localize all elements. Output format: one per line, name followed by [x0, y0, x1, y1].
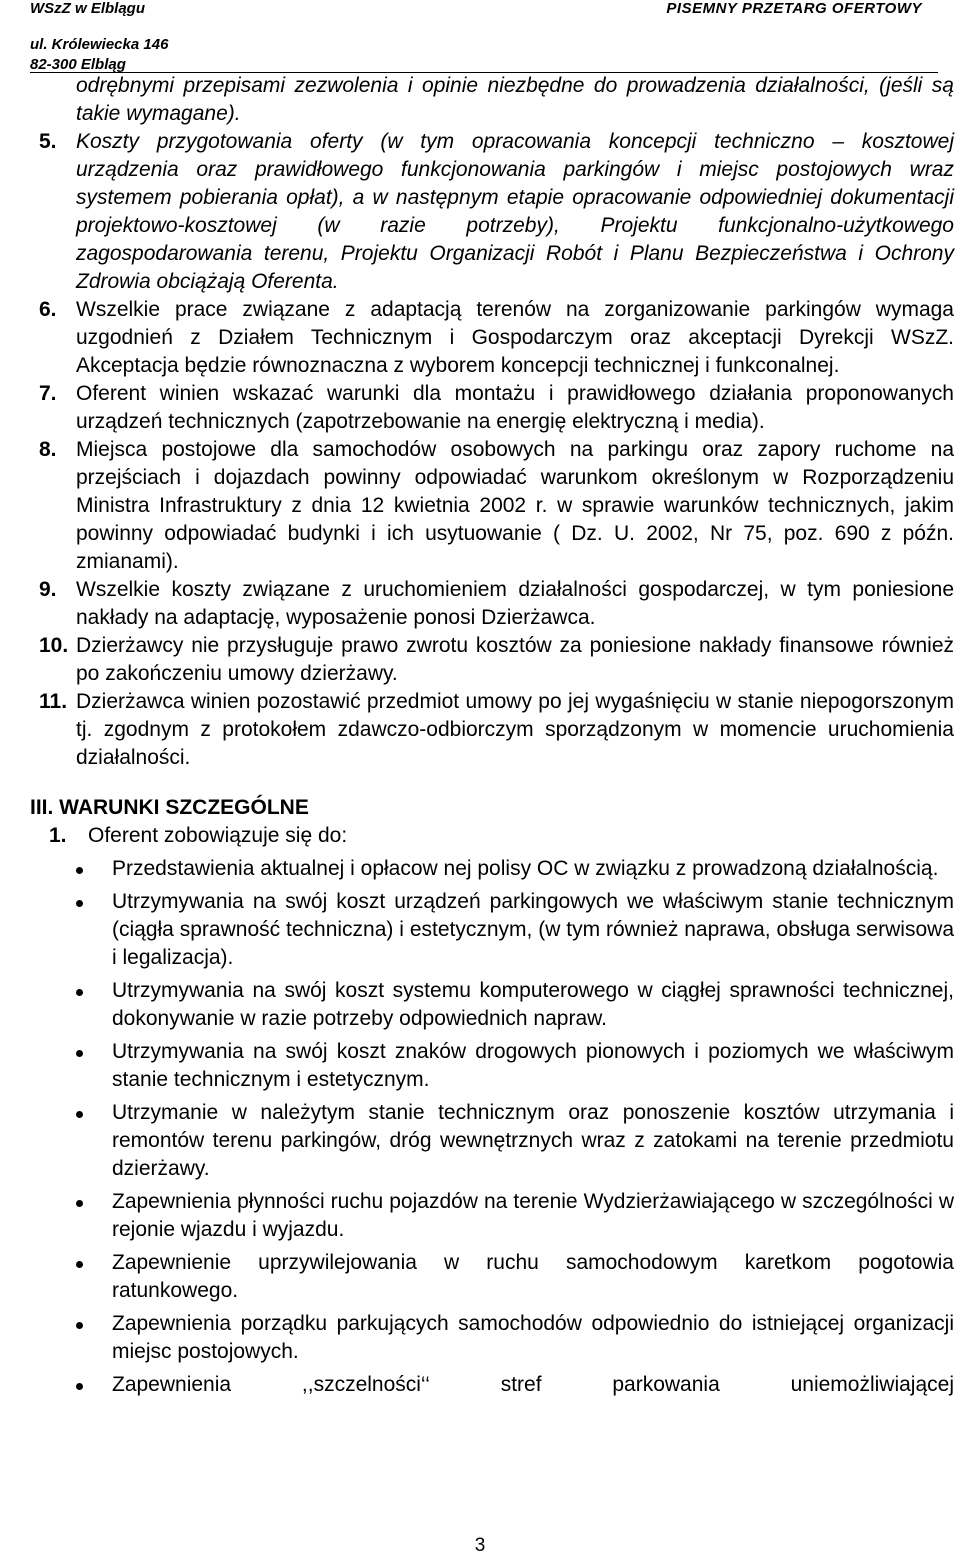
- bullet-item: [0, 1099, 960, 1183]
- bullet-text: Zapewnienia porządku parkujących samochodów odpowiednio do istniejącej organizacji miejsc postojowych.: [112, 1312, 954, 1363]
- header-document-title: PISEMNY PRZETARG OFERTOWY: [666, 0, 922, 17]
- bullet-text: Utrzymywania na swój koszt znaków drogowych pionowych i poziomych we właściwym stanie technicznym i estetycznym.: [112, 1040, 954, 1091]
- item-number: 7.: [39, 382, 57, 405]
- bullet-icon: [76, 1322, 83, 1329]
- bullet-text: Zapewnienia płynności ruchu pojazdów na terenie Wydzierżawiającego w szczególności w rejonie wjazdu i wyjazdu.: [112, 1190, 954, 1241]
- bullet-item: [0, 888, 960, 972]
- bullet-icon: [76, 1200, 83, 1207]
- bullet-icon: [76, 1050, 83, 1057]
- bullet-item: [0, 855, 960, 883]
- numbered-item-11: [0, 688, 960, 772]
- item-text: Oferent winien wskazać warunki dla montażu i prawidłowego działania proponowanych urządzeń technicznych (zapotrzebowanie na energię elektryczną i media).: [76, 382, 954, 433]
- numbered-item-9: [0, 576, 960, 632]
- bullet-text: Utrzymywania na swój koszt systemu komputerowego w ciągłej sprawności technicznej, dokonywanie w razie potrzeby odpowiednich napraw.: [112, 979, 954, 1030]
- bullet-item: [0, 1310, 960, 1366]
- continued-paragraph: odrębnymi przepisami zezwolenia i opinie niezbędne do prowadzenia działalności, (jeśli są takie wymagane).: [76, 74, 954, 125]
- item-number: 11.: [39, 690, 68, 713]
- item-number: 6.: [39, 298, 57, 321]
- numbered-item-10: [0, 632, 960, 688]
- bullet-item: [0, 1038, 960, 1094]
- item-number: 8.: [39, 438, 57, 461]
- item-number: 5.: [39, 130, 57, 153]
- header-organization: WSzZ w Elblągu: [30, 0, 145, 17]
- document-body: [0, 72, 960, 1399]
- bullet-item: [0, 1188, 960, 1244]
- bullet-text: Utrzymywania na swój koszt urządzeń parkingowych we właściwym stanie technicznym (ciągła sprawność techniczna) i estetycznym, (w tym również naprawa, obsługa serwisowa i legalizacja).: [112, 890, 954, 969]
- sub-item-number: 1.: [49, 824, 67, 847]
- numbered-item-7: [0, 380, 960, 436]
- bullet-text: Zapewnienia ,,szczelności‘‘ stref parkowania uniemożliwiającej: [112, 1373, 954, 1396]
- bullet-icon: [76, 989, 83, 996]
- bullet-icon: [76, 1383, 83, 1390]
- item-text: Dzierżawcy nie przysługuje prawo zwrotu kosztów za poniesione nakłady finansowe również po zakończeniu umowy dzierżawy.: [76, 634, 954, 685]
- bullet-item: [0, 977, 960, 1033]
- item-number: 10.: [39, 634, 69, 657]
- item-text: Miejsca postojowe dla samochodów osobowych na parkingu oraz zapory ruchome na przejściach i dojazdach powinny odpowiadać warunkom określonym w Rozporządzeniu Ministra Infrastruktury z dnia 12 kwietnia 2002 r. w sprawie warunków technicznych, jakim powinny odpowiadać budynki i ich usytuowanie ( Dz. U. 2002, Nr 75, poz. 690 z późn. zmianami).: [76, 438, 954, 573]
- bullet-text: Zapewnienie uprzywilejowania w ruchu samochodowym karetkom pogotowia ratunkowego.: [112, 1251, 954, 1302]
- item-text: Koszty przygotowania oferty (w tym opracowania koncepcji techniczno – kosztowej urządzenia oraz prawidłowego funkcjonowania parkingów i miejsc postojowych wraz systemem pobierania opłat), a w następnym etapie opracowanie odpowiedniej dokumentacji projektowo-kosztowej (w razie potrzeby), Projektu funkcjonalno-użytkowego zagospodarowania terenu, Projektu Organizacji Robót i Planu Bezpieczeństwa i Ochrony Zdrowia obciążają Oferenta.: [76, 130, 954, 293]
- bullet-icon: [76, 1261, 83, 1268]
- bullet-icon: [76, 867, 83, 874]
- bullet-item: [0, 1249, 960, 1305]
- sub-item-text: Oferent zobowiązuje się do:: [88, 824, 348, 847]
- item-number: 9.: [39, 578, 57, 601]
- item-text: Dzierżawca winien pozostawić przedmiot umowy po jej wygaśnięciu w stanie niepogorszonym tj. zgodnym z protokołem zdawczo-odbiorczym sporządzonym w momencie uruchomienia działalności.: [76, 690, 954, 769]
- numbered-item-5: [0, 128, 960, 296]
- bullet-text: Przedstawienia aktualnej i opłacow nej polisy OC w związku z prowadzoną działalnością.: [112, 857, 939, 880]
- item-text: Wszelkie koszty związane z uruchomieniem działalności gospodarczej, w tym poniesione nakłady na adaptację, wyposażenie ponosi Dzierżawca.: [76, 578, 954, 629]
- sub-item-1: [0, 822, 960, 850]
- numbered-item-8: [0, 436, 960, 576]
- bullet-text: Utrzymanie w należytym stanie technicznym oraz ponoszenie kosztów utrzymania i remontów terenu parkingów, dróg wewnętrznych wraz z zatokami na terenie przedmiotu dzierżawy.: [112, 1101, 954, 1180]
- page-number: 3: [474, 1535, 486, 1556]
- section-heading: III. WARUNKI SZCZEGÓLNE: [30, 796, 309, 819]
- bullet-icon: [76, 900, 83, 907]
- header-city: 82-300 Elbląg: [30, 56, 126, 73]
- bullet-icon: [76, 1111, 83, 1118]
- item-text: Wszelkie prace związane z adaptacją terenów na zorganizowanie parkingów wymaga uzgodnień z Działem Technicznym i Gospodarczym oraz akceptacji Dyrekcji WSzZ. Akceptacja będzie równoznaczna z wyborem koncepcji technicznej i funkconalnej.: [76, 298, 954, 377]
- numbered-item-6: [0, 296, 960, 380]
- header-street: ul. Królewiecka 146: [30, 36, 169, 53]
- bullet-item: [0, 1371, 960, 1399]
